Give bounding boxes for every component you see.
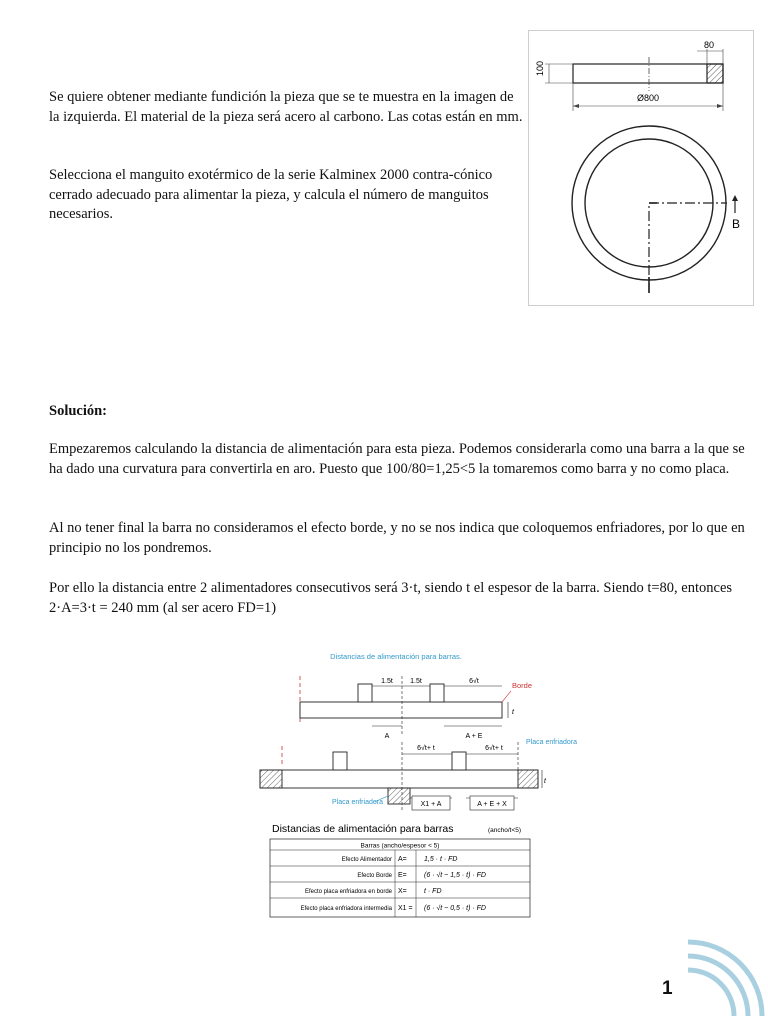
section-label-b: B <box>732 217 741 231</box>
feeding-figure-title: Distancias de alimentación para barras. <box>330 652 462 661</box>
ring-section-rect <box>573 64 723 83</box>
bottom-riser-2 <box>452 752 466 770</box>
top-riser-2 <box>430 684 444 702</box>
bottom-dim-2: 6√t+ t <box>485 745 503 752</box>
table-row-formula: (6 · √t − 0,5 · t) · FD <box>424 905 486 912</box>
solution-heading: Solución: <box>49 403 108 419</box>
dim-height: 100 <box>535 61 545 77</box>
bottom-chill <box>388 788 410 804</box>
solution-paragraph-3: Por ello la distancia entre 2 alimentadores consecutivos será 3·t, siendo t el espesor de la barra. Siendo t=80, entonces 2·A=3·t = 240 mm (al ser acero FD=1) <box>49 580 733 616</box>
part-drawing <box>528 30 754 306</box>
solution-paragraph-1: Empezaremos calculando la distancia de alimentación para esta pieza. Podemos considerarla como una barra a la que se ha dado una curvatura para convertirla en aro. Puesto que 100/80=1,25<5 la tomaremos como barra y no como placa. <box>49 441 745 477</box>
placa-right-label: Placa enfriadora <box>526 739 577 746</box>
page-number: 1 <box>662 978 673 999</box>
figure-caption: Distancias de alimentación para barras <box>272 823 454 835</box>
right-chill <box>518 770 538 788</box>
figure-caption-note: (ancho/t<5) <box>488 827 522 834</box>
bottom-riser-1 <box>333 752 347 770</box>
intro-paragraph-2: Selecciona el manguito exotérmico de la serie Kalminex 2000 contra-cónico cerrado adecuado para alimentar la pieza, y calcula el número de manguitos necesarios. <box>49 167 493 222</box>
bottom-bar <box>260 770 538 788</box>
table-row-symbol: A= <box>398 856 407 863</box>
bottom-dim-1: 6√t+ t <box>417 745 435 752</box>
dim-diameter: Ø800 <box>636 93 660 103</box>
feeding-distance-figure <box>256 646 577 926</box>
signal-arcs-icon <box>684 936 768 1024</box>
formula-table <box>270 839 530 917</box>
table-row-formula: 1,5 · t · FD <box>424 856 458 863</box>
bottom-t-label: t <box>544 778 546 785</box>
table-row-formula: (6 · √t − 1,5 · t) · FD <box>424 872 486 879</box>
top-t-label: t <box>512 709 514 716</box>
borde-label: Borde <box>512 681 533 690</box>
bottom-x1a-label: X1 + A <box>420 801 442 808</box>
left-chill <box>260 770 282 788</box>
table-row-formula: t · FD <box>424 888 442 895</box>
dim-width: 80 <box>704 40 715 50</box>
table-row-symbol: E= <box>398 872 407 879</box>
intro-paragraph-1: Se quiere obtener mediante fundición la pieza que se te muestra en la imagen de la izquierda. El material de la pieza será acero al carbono. Las cotas están en mm. <box>49 89 523 125</box>
table-row-name: Efecto placa enfriadora intermedia <box>300 906 392 912</box>
table-row-name: Efecto Alimentador <box>341 857 392 863</box>
table-row-name: Efecto placa enfriadora en borde <box>304 889 392 895</box>
feeding-diagram-svg <box>256 646 577 926</box>
ring-drawing-svg <box>529 31 755 307</box>
table-row-symbol: X= <box>398 888 407 895</box>
top-dim-3: 6√t <box>469 678 479 685</box>
top-bar <box>300 702 502 718</box>
table-row-symbol: X1 = <box>398 905 413 912</box>
top-a-label: A <box>384 733 390 740</box>
top-dim-2: 1.5t <box>410 678 422 685</box>
bottom-aex-label: A + E + X <box>477 801 507 808</box>
table-row-name: Efecto Borde <box>357 873 392 879</box>
solution-paragraph-2: Al no tener final la barra no consideramos el efecto borde, y no se nos indica que coloquemos enfriadores, por lo que en principio no los pondremos. <box>49 520 745 556</box>
placa-left-label: Placa enfriadora <box>332 799 383 806</box>
top-riser-1 <box>358 684 372 702</box>
top-ae-label: A + E <box>465 733 483 740</box>
table-header: Barras (ancho/espesor < 5) <box>360 842 440 850</box>
hatched-section <box>707 64 723 83</box>
top-dim-1: 1.5t <box>381 678 393 685</box>
